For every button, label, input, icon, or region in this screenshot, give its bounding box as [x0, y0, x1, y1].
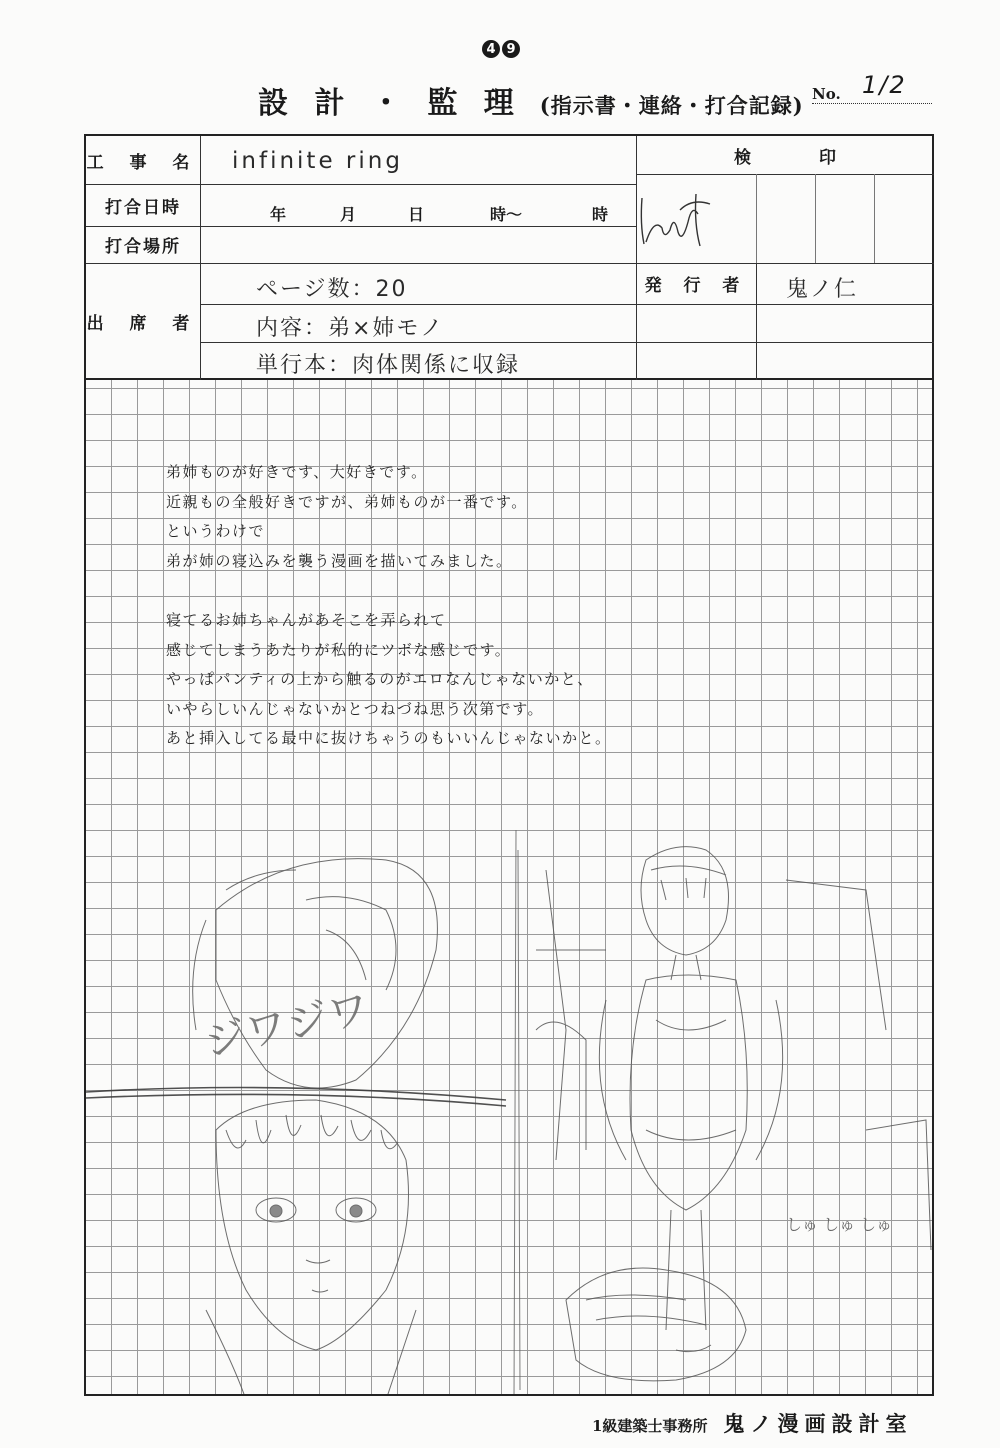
- sfx-right: しゅ しゅ しゅ: [786, 1215, 893, 1234]
- footer-office: 1級建築士事務所: [592, 1417, 708, 1435]
- page-number: [482, 40, 520, 58]
- memo-line: というわけで: [166, 522, 266, 540]
- memo-line: 寝てるお姉ちゃんがあそこを弄られて: [166, 611, 447, 629]
- date-year-label: 年: [270, 205, 287, 224]
- date-to-label: 時: [592, 205, 609, 224]
- project-name-label: 工 事 名: [86, 152, 200, 173]
- page-number-digit: 4: [482, 40, 500, 58]
- signature-stamp: [634, 184, 714, 256]
- memo-line: いやらしいんじゃないかとつねづね思う次第です。: [166, 699, 545, 718]
- project-name-value: infinite ring: [232, 148, 403, 174]
- memo-text: [166, 458, 612, 754]
- page-number-digit: 9: [502, 40, 520, 58]
- attendee-line-2: 内容：弟×姉モノ: [256, 316, 445, 341]
- page-title: 設 計 ・ 監 理: [258, 86, 522, 121]
- memo-line: 近親もの全般好きですが、弟姉ものが一番です。: [166, 492, 528, 511]
- memo-line: 弟が姉の寝込みを襲う漫画を描いてみました。: [166, 551, 513, 570]
- doc-no-label: No.: [812, 85, 841, 103]
- issuer-label: 発 行 者: [644, 276, 748, 296]
- inspection-label: 検 印: [734, 147, 836, 168]
- footer-studio: 鬼ノ漫画設計室: [723, 1411, 913, 1436]
- memo-line: 弟姉ものが好きです、大好きです。: [166, 463, 428, 481]
- meeting-date-label: 打合日時: [105, 197, 181, 218]
- grid-notes-area: [84, 380, 934, 1396]
- doc-no-value: 1/2: [862, 71, 907, 99]
- date-from-label: 時〜: [490, 205, 523, 224]
- attendee-line-3: 単行本：肉体関係に収録: [256, 353, 521, 378]
- sfx-left: ジワジワ: [199, 983, 375, 1067]
- footer-credit: [592, 1408, 912, 1438]
- attendees-label: 出 席 者: [86, 314, 200, 334]
- date-day-label: 日: [408, 205, 425, 224]
- meeting-place-label: 打合場所: [105, 237, 181, 257]
- memo-line: あと挿入してる最中に抜けちゃうのもいいんじゃないかと。: [166, 729, 612, 747]
- memo-line: やっぱパンティの上から触るのがエロなんじゃないかと、: [166, 670, 594, 688]
- header-form: [84, 134, 934, 380]
- issuer-value: 鬼ノ仁: [786, 277, 859, 302]
- attendee-line-1: ページ数：20: [256, 277, 408, 302]
- document-title: [258, 78, 804, 122]
- pencil-sketch-illustration: [86, 830, 934, 1396]
- page-subtitle: (指示書・連絡・打合記録): [539, 93, 804, 118]
- memo-line: 感じてしまうあたりが私的にツボな感じです。: [166, 640, 512, 659]
- document-number: [812, 71, 932, 104]
- date-month-label: 月: [340, 205, 357, 224]
